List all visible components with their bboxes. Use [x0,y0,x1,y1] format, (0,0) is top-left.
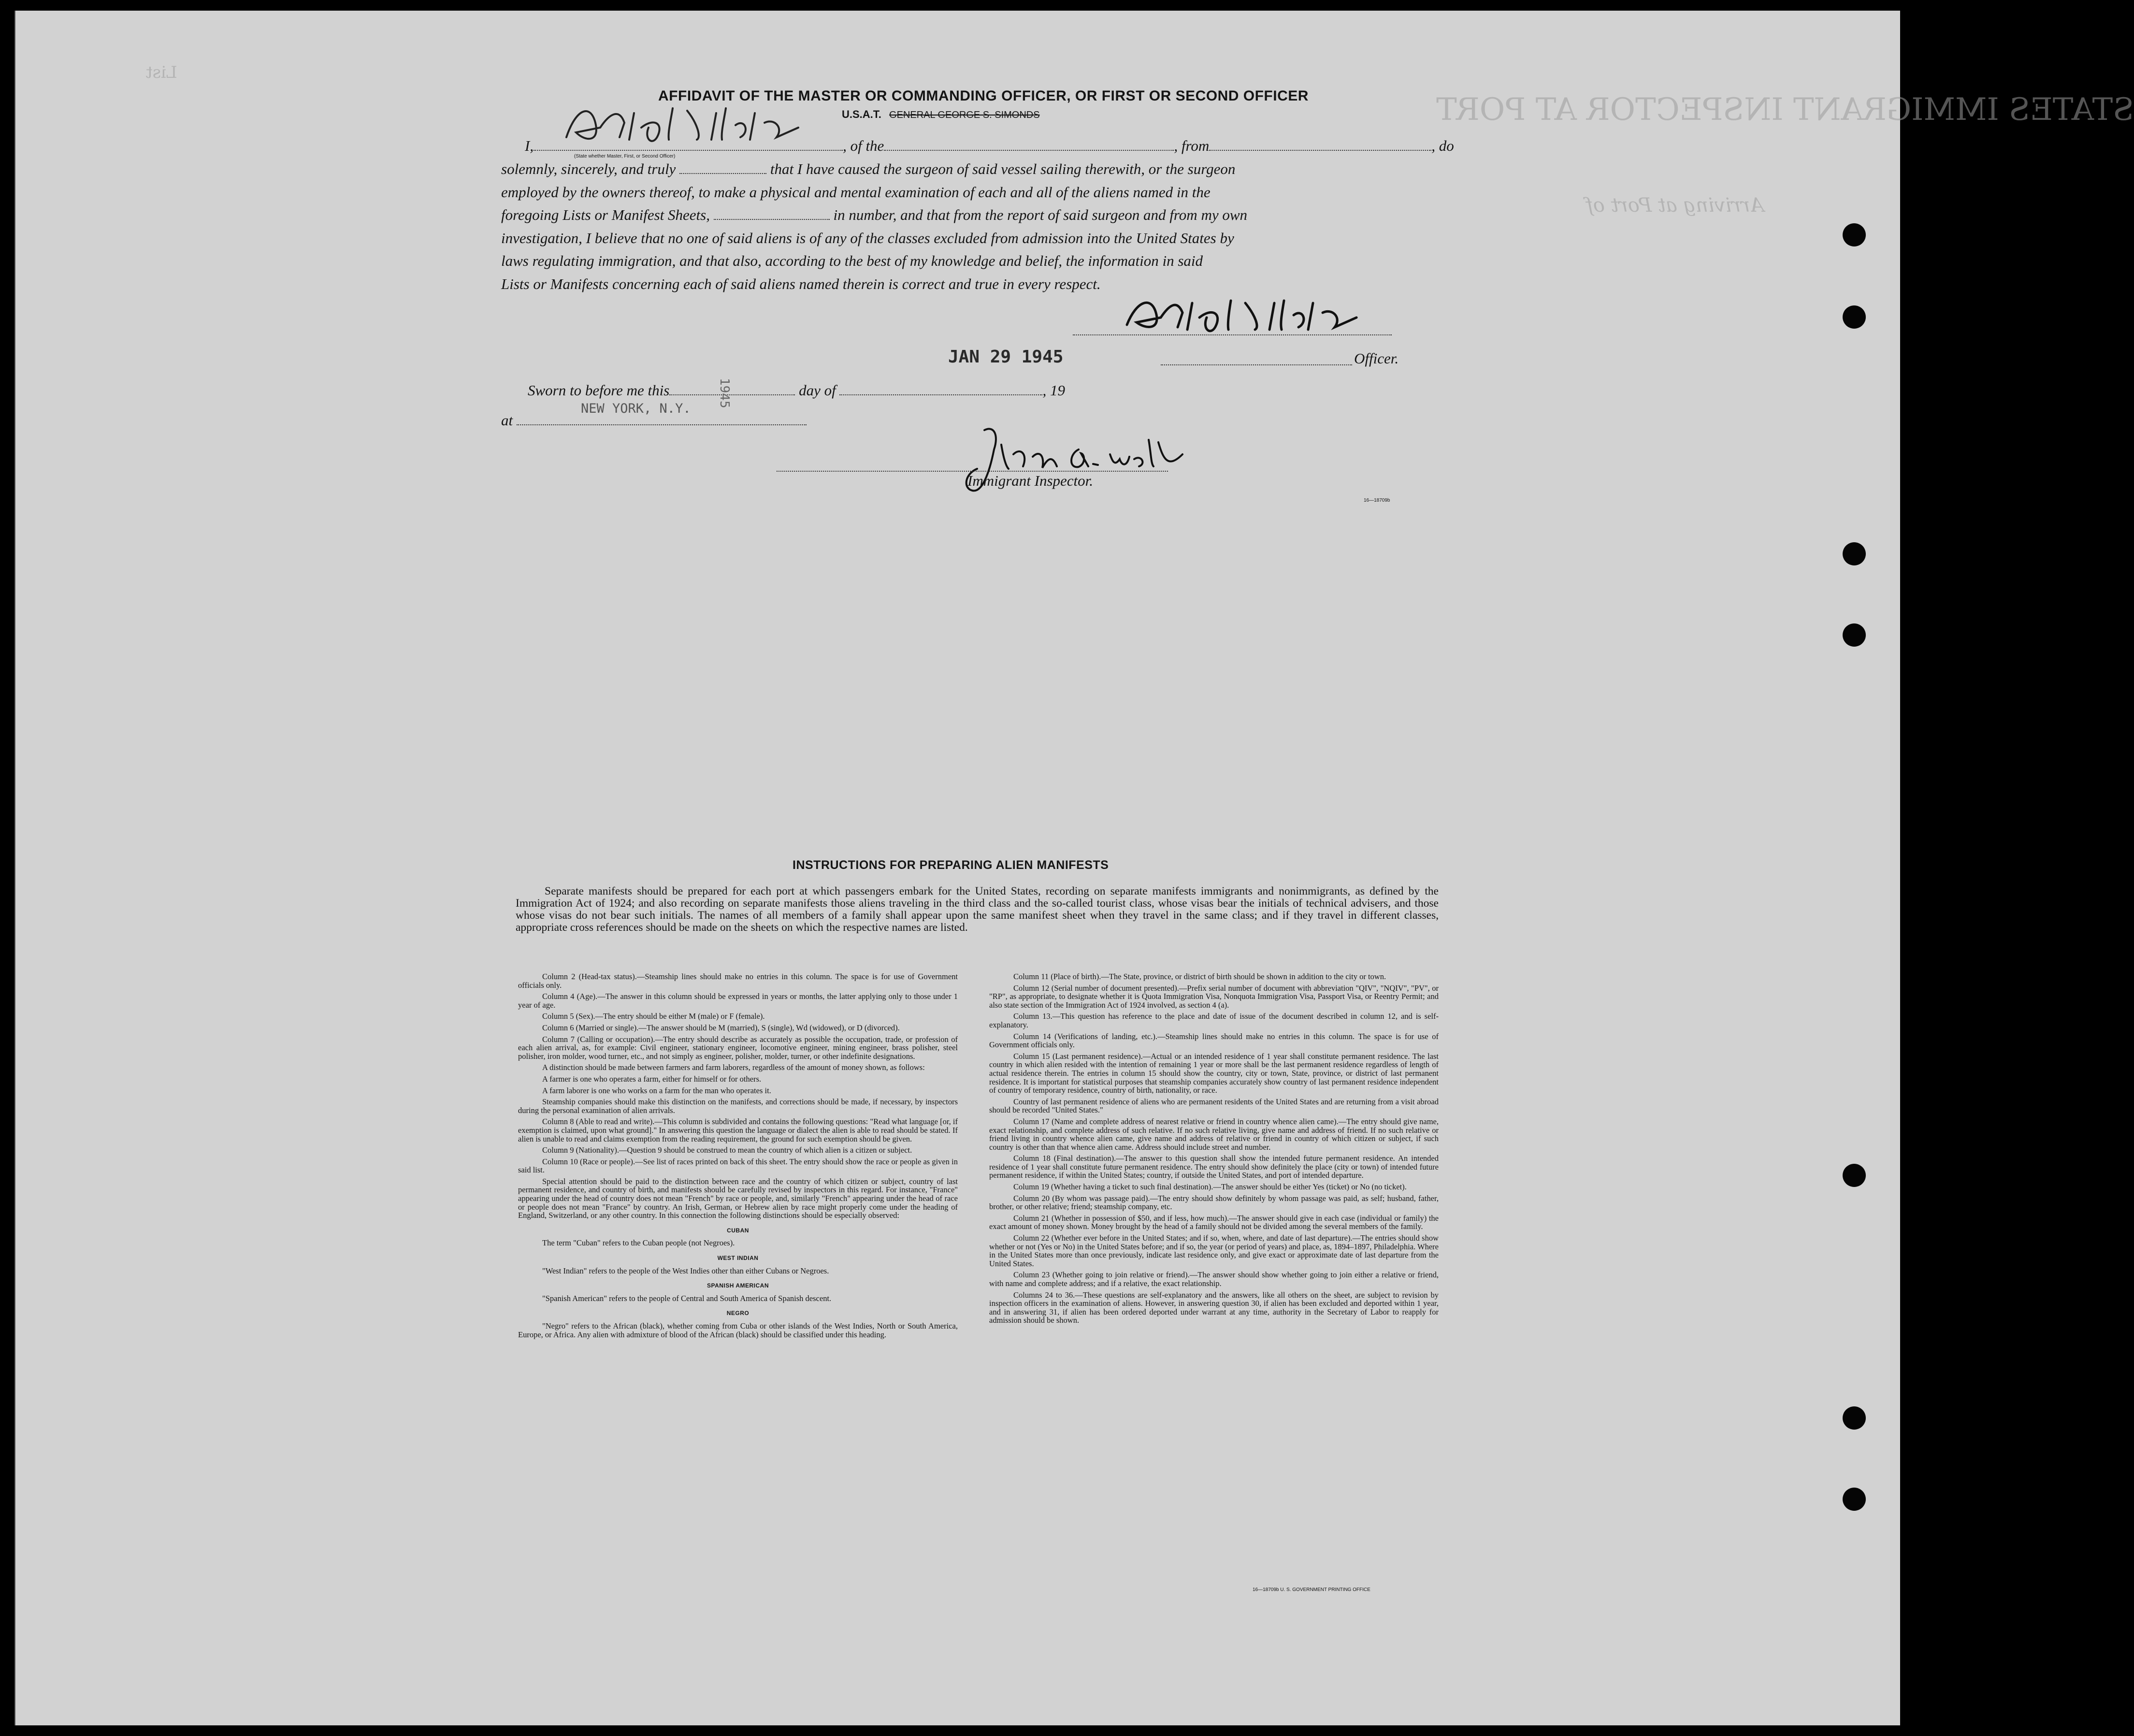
instruction-paragraph: Column 23 (Whether going to join relative or friend).—The answer should show whether going to join either a relative or friend, with name and complete address; and if a relative, the exact relationship. [989,1270,1439,1288]
instruction-paragraph: Steamship companies should make this distinction on the manifests, and corrections should be made, if necessary, by inspectors during the personal examination of alien arrivals. [518,1097,958,1115]
officer-label: Officer. [1354,350,1399,367]
punch-hole [1843,305,1866,329]
instruction-paragraph: Column 12 (Serial number of document presented).—Prefix serial number of document with abbreviation "QIV", "NQIV", "PV", or "RP", as appropriate, to designate whether it is Quota Immigration Visa, Nonquota Immigration Visa, Passport Visa, or Reentry Permit; and also state section of the Immigration Act of 1924 involved, as section 4 (a). [989,983,1439,1010]
vertical-stamp: 1945 [717,378,732,408]
instruction-paragraph: Country of last permanent residence of aliens who are permanent residents of the United States and are returning from a visit abroad should be recorded "United States." [989,1097,1439,1115]
vessel-name: GENERAL GEORGE S. SIMONDS [889,110,1040,120]
instruction-paragraph: Column 13.—This question has reference to the place and date of issue of the document described in column 12, and is self-explanatory. [989,1012,1439,1029]
ghost-arrival: Arriving at Port of [1586,194,1764,217]
affidavit-form-number: 16—18709b [1364,498,1390,503]
instruction-paragraph: Column 8 (Able to read and write).—This column is subdivided and contains the following questions: "Read what language [or, if exemption is claimed, upon what ground]." In answering this question the language or dialect the alien is able to read should be stated. If alien is unable to read and claims exemption from the reading requirement, the ground for such exemption should be given. [518,1117,958,1143]
affidavit-line-3: employed by the owners thereof, to make a physical and mental examination of each and all of the aliens named in the [501,184,1211,201]
instructions-right-column [989,972,1439,1328]
section-heading-negro: NEGRO [726,1310,750,1317]
instruction-paragraph: Column 15 (Last permanent residence).—Actual or an intended residence of 1 year shall constitute permanent residence. The last country in which alien resided with the intention of remaining 1 year or more shall be the last permanent residence regardless of length of actual residence therein. The entries in column 15 should show the country, city or town, State, province, or district of last permanent residence. It is important for statistical purposes that steamship companies accurately show country of last permanent residence independent of country of temporary residence, country of birth, nationality, or race. [989,1051,1439,1095]
affidavit-line-7: Lists or Manifests concerning each of said aliens named therein is correct and true in every respect. [501,275,1101,292]
manifest-sheet [14,11,2134,1725]
instruction-paragraph: Column 5 (Sex).—The entry should be either M (male) or F (female). [542,1012,765,1021]
instruction-paragraph: Column 2 (Head-tax status).—Steamship lines should make no entries in this column. The space is for use of Government officials only. [518,972,958,990]
rank-note: (State whether Master, First, or Second Officer) [574,154,676,159]
affidavit-line-4: foregoing Lists or Manifest Sheets, in number, and that from the report of said surgeon and from my own [501,206,1248,223]
instruction-paragraph: A distinction should be made between farmers and farm laborers, regardless of the amount of money shown, as follows: [542,1063,925,1072]
instructions-intro: Separate manifests should be prepared for each port at which passengers embark for the United States, recording on separate manifests immigrants and nonimmigrants, as defined by the Immigration Act of 1924; and also recording on separate manifests those aliens traveling in the third class and the so-called tourist class, whose visas bear the initials of technical advisers, and those whose visas do not bear such initials. The names of all members of a family shall appear upon the same manifest sheet when they travel in the same class; and if they travel in different classes, appropriate cross references should be made on the sheets on which the respective names are listed. [516,885,1439,934]
punch-hole [1843,223,1866,246]
instruction-paragraph: "West Indian" refers to the people of the West Indies other than either Cubans or Negroes. [542,1266,829,1275]
punch-hole [1843,1488,1866,1511]
instruction-paragraph: Column 6 (Married or single).—The answer should be M (married), S (single), Wd (widowed), or D (divorced). [542,1023,900,1032]
inspector-signature-line [777,460,1168,472]
affidavit-line-1: I, , of the , from , do [525,137,1454,154]
instruction-paragraph: Special attention should be paid to the distinction between race and the country of which citizen or subject, country of last permanent residence, and country of birth, and manifests should be carefully revised by inspectors in this regard. For instance, "France" appearing under the head of country does not mean "French" by race or people, and, similarly "French" appearing under the head of race or people does not mean "France" by country. An Irish, German, or Hebrew alien by race might properly come under the heading of England, Switzerland, or any other country. In this connection the following distinctions should be especially observed: [518,1176,958,1220]
officer-signature-line [1073,324,1392,335]
officer-title-line [1161,354,1352,365]
punch-hole [1843,1406,1866,1430]
instruction-paragraph: Column 18 (Final destination).—The answer to this question shall show the intended future permanent residence. An intended residence of 1 year shall constitute future permanent residence. The entry should show definitely the place (city or town) of intended future permanent residence, if within the United States; country, if outside the United States, and port of intended departure. [989,1154,1439,1180]
date-stamp: JAN 29 1945 [948,347,1064,367]
place-stamp: NEW YORK, N.Y. [581,401,691,416]
affidavit-title: AFFIDAVIT OF THE MASTER OR COMMANDING OFFICER, OR FIRST OR SECOND OFFICER [658,88,1309,104]
affidavit-line-5: investigation, I believe that no one of said aliens is of any of the classes excluded from admission into the United States by [501,230,1234,246]
section-heading-west-indian: WEST INDIAN [717,1255,759,1262]
inspector-label: Immigrant Inspector. [967,472,1094,489]
instruction-paragraph: Column 7 (Calling or occupation).—The entry should describe as accurately as possible the occupation, trade, or profession of each alien arrival, as, for example: Civil engineer, stationary engineer, locomotive engineer, mining engineer, brass polisher, steel polisher, iron molder, wood turner, etc., and not simply as engineer, polisher, molder, turner, or other indefinite designations. [518,1034,958,1061]
ghost-header: STATES IMMIGRANT INSPECTOR AT PORT [1436,92,2134,128]
instruction-paragraph: Column 9 (Nationality).—Question 9 should be construed to mean the country of which alien is a citizen or subject. [542,1145,912,1155]
affidavit-line-6: laws regulating immigration, and that also, according to the best of my knowledge and belief, the information in said [501,252,1203,269]
instruction-paragraph: Column 19 (Whether having a ticket to such final destination).—The answer should be either Yes (ticket) or No (no ticket). [1013,1182,1407,1192]
ghost-list-no: List [146,63,177,82]
instruction-paragraph: "Spanish American" refers to the people of Central and South America of Spanish descent. [542,1293,832,1303]
instruction-paragraph: Column 20 (By whom was passage paid).—The entry should show definitely by whom passage was paid, as self; husband, father, brother, or other relative; friend; steamship company, etc. [989,1193,1439,1212]
sworn-line: Sworn to before me this day of , 19 [528,382,1065,399]
instruction-paragraph: Columns 24 to 36.—These questions are self-explanatory and the answers, like all others on the sheet, are subject to revision by inspection officers in the examination of aliens. However, in answering question 30, if alien has been excluded and deported within 1 year, and in answering 31, if alien has been ordered deported under warrant at any time, authority in the Secretary of Labor to reapply for admission should be shown. [989,1290,1439,1325]
printing-office-footer: 16—18709b U. S. GOVERNMENT PRINTING OFFICE [1253,1587,1370,1592]
instruction-paragraph: Column 21 (Whether in possession of $50, and if less, how much).—The answer should give in each case (individual or family) the exact amount of money shown. Money brought by the head of a family should not be divided among the several members of the family. [989,1213,1439,1231]
vessel-label [842,108,1040,121]
punch-hole [1843,1164,1866,1187]
instruction-paragraph: The term "Cuban" refers to the Cuban people (not Negroes). [542,1238,735,1248]
instruction-paragraph: Column 4 (Age).—The answer in this column should be expressed in years or months, the latter applying only to those under 1 year of age. [518,992,958,1010]
section-heading-spanish-american: SPANISH AMERICAN [707,1282,769,1289]
affidavit-line-2: solemnly, sincerely, and truly that I have caused the surgeon of said vessel sailing therewith, or the surgeon [501,160,1236,177]
instruction-paragraph: Column 10 (Race or people).—See list of races printed on back of this sheet. The entry should show the race or people as given in said list. [518,1157,958,1175]
instructions-title: INSTRUCTIONS FOR PREPARING ALIEN MANIFESTS [793,858,1109,872]
instruction-paragraph: Column 14 (Verifications of landing, etc.).—Steamship lines should make no entries in this column. The space is for use of Government officials only. [989,1031,1439,1050]
instruction-paragraph: "Negro" refers to the African (black), whether coming from Cuba or other islands of the West Indies, North or South America, Europe, or Africa. Any alien with admixture of blood of the African (black) should be classified under this heading. [518,1321,958,1339]
instruction-paragraph: Column 22 (Whether ever before in the United States; and if so, when, where, and date of last departure).—The entries should show whether or not (Yes or No) in the United States before; and if so, the year (or period of years) and place, as, 1894–1897, Philadelphia. Where in the United States more than once previously, indicate last residence only, and give exact or approximate date of last departure from the United States. [989,1233,1439,1268]
punch-hole [1843,542,1866,565]
instruction-paragraph: Column 17 (Name and complete address of nearest relative or friend in country whence alien came).—The entry should give name, exact relationship, and complete address of such relative. If no such relative living, give name and address of friend. If no such relative or friend living in country whence alien came, give name and address of relative or friend in country of which citizen or subject, if such country is other than that whence alien came. Address should include street and number. [989,1116,1439,1152]
punch-hole [1843,623,1866,647]
instruction-paragraph: Column 11 (Place of birth).—The State, province, or district of birth should be shown in addition to the city or town. [1013,972,1386,981]
instruction-paragraph: A farm laborer is one who works on a farm for the man who operates it. [542,1085,771,1095]
vessel-prefix: U.S.A.T. [842,108,881,120]
at-line: at [501,412,807,429]
instruction-paragraph: A farmer is one who operates a farm, either for himself or for others. [542,1074,762,1084]
instructions-left-column [518,972,958,1342]
section-heading-cuban: CUBAN [727,1227,749,1234]
